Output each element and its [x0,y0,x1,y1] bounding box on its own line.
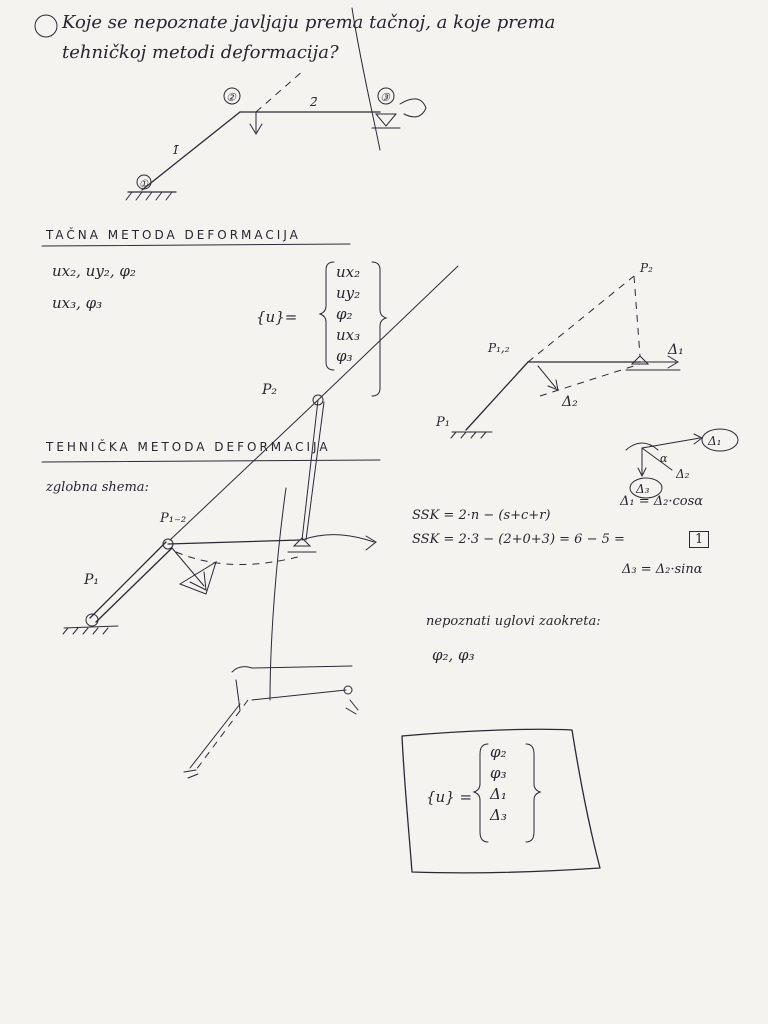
tech-deformed-line [176,552,302,565]
result-vector-label: {u} = [426,788,473,806]
p12-label: P₁,₂ [488,341,510,355]
result-box-frame [402,729,600,873]
rotations-label: nepoznati uglovi zaokreta: [426,614,601,629]
lower-beam [252,690,346,700]
result-vector-item: Δ₁ [490,785,507,803]
roller-support-icon [376,114,396,126]
exact-unknowns-line-2: ux₃, φ₃ [52,294,103,312]
exact-vector-label: {u}= [256,308,298,326]
question-bullet-icon [35,15,57,37]
dashed-guide [256,70,304,112]
roller-support-right-icon [632,356,648,364]
rotation-arrow-icon [400,99,426,117]
d1-equation: Δ₁ = Δ₂·cosα [620,494,704,509]
exact-vector-left-brace [320,262,334,370]
exact-method-heading: TAČNA METODA DEFORMACIJA [46,228,301,242]
exact-vector-item: ux₂ [336,263,361,281]
question-line-2: tehničkoj metodi deformacija? [62,42,339,63]
pen-stroke [352,8,380,150]
dashed-vertical [634,276,640,356]
load-arrow-icon [250,112,262,134]
exact-vector-item: uy₂ [336,284,361,302]
p2-label: P₂ [640,261,653,275]
bar-2-label: 2̄ [310,95,318,109]
long-diagonal-upper [318,266,458,400]
d3-equation: Δ₃ = Δ₂·sinα [622,562,703,577]
tech-member-2 [168,540,300,544]
bar-1-label: 1̄ [172,143,180,157]
lower-diagonal [190,704,240,768]
delta-diagram-sketch [626,429,738,498]
tech-displacement-triangle [180,562,216,594]
tech-member-1a [90,542,166,618]
hinge-scheme-label: zglobna shema: [46,480,149,495]
top-frame-sketch [126,70,426,200]
tech-p1-label: P₁ [84,572,100,588]
exact-vector-item: ux₃ [336,326,361,344]
delta1-label: Δ₁ [668,342,684,358]
node-2-label: ② [226,91,236,104]
small-d1-label: Δ₁ [708,434,722,448]
tech-p12-label: P₁₋₂ [160,511,187,526]
result-right-brace [526,744,540,842]
ssk-result-box: 1 [689,531,709,548]
lower-sketch [184,666,358,778]
exact-vector-right-brace [372,262,386,396]
tech-delta-arrow [302,535,374,542]
tech-member-1b [96,548,172,622]
result-vector-item: φ₃ [490,764,507,782]
technical-heading-underline [42,460,380,462]
center-mechanism-sketch [170,266,458,700]
technical-method-heading: TEHNIČKA METODA DEFORMACIJA [46,440,331,454]
center-p2-label: P₂ [262,382,278,398]
result-box-outline [402,729,600,873]
small-d3-label: Δ₃ [636,482,650,496]
exact-vector-item: φ₂ [336,305,353,323]
delta2-arrow-icon [538,366,558,390]
result-left-brace [474,744,488,842]
rotations-values: φ₂, φ₃ [432,646,475,664]
bar-1-line [142,112,240,190]
result-vector-item: Δ₃ [490,806,507,824]
hinge-scheme-sketch [63,511,376,634]
dashed-to-p2 [528,276,634,362]
d2-line [642,448,672,470]
pen-stroke-long [270,488,286,700]
exact-vector-item: φ₃ [336,347,353,365]
instant-centers-sketch [435,261,684,438]
delta2-label: Δ₂ [562,394,578,410]
exact-unknowns-line-1: ux₂, uy₂, φ₂ [52,262,136,280]
question-line-1: Koje se nepoznate javljaju prema tačnoj, a koje prema [62,12,556,33]
long-diagonal-lower [170,400,318,540]
alpha-label: α [660,452,668,465]
ssk-general-eq: SSK = 2·n − (s+c+r) [412,508,551,523]
dashed-deformed [540,364,640,396]
tech-delta2-arrow-icon [172,548,206,590]
result-vector-item: φ₂ [490,743,507,761]
node-3-label: ③ [380,91,390,104]
small-d2-label: Δ₂ [676,467,690,481]
member-p1-p12 [466,362,528,430]
tech-delta-arrow-head-icon [366,536,376,550]
exact-heading-underline [42,244,350,246]
ssk-value-eq: SSK = 2·3 − (2+0+3) = 6 − 5 = [412,532,625,547]
d1-line [642,438,700,448]
p1-label: P₁ [436,415,450,430]
node-1-label: ① [139,179,148,190]
